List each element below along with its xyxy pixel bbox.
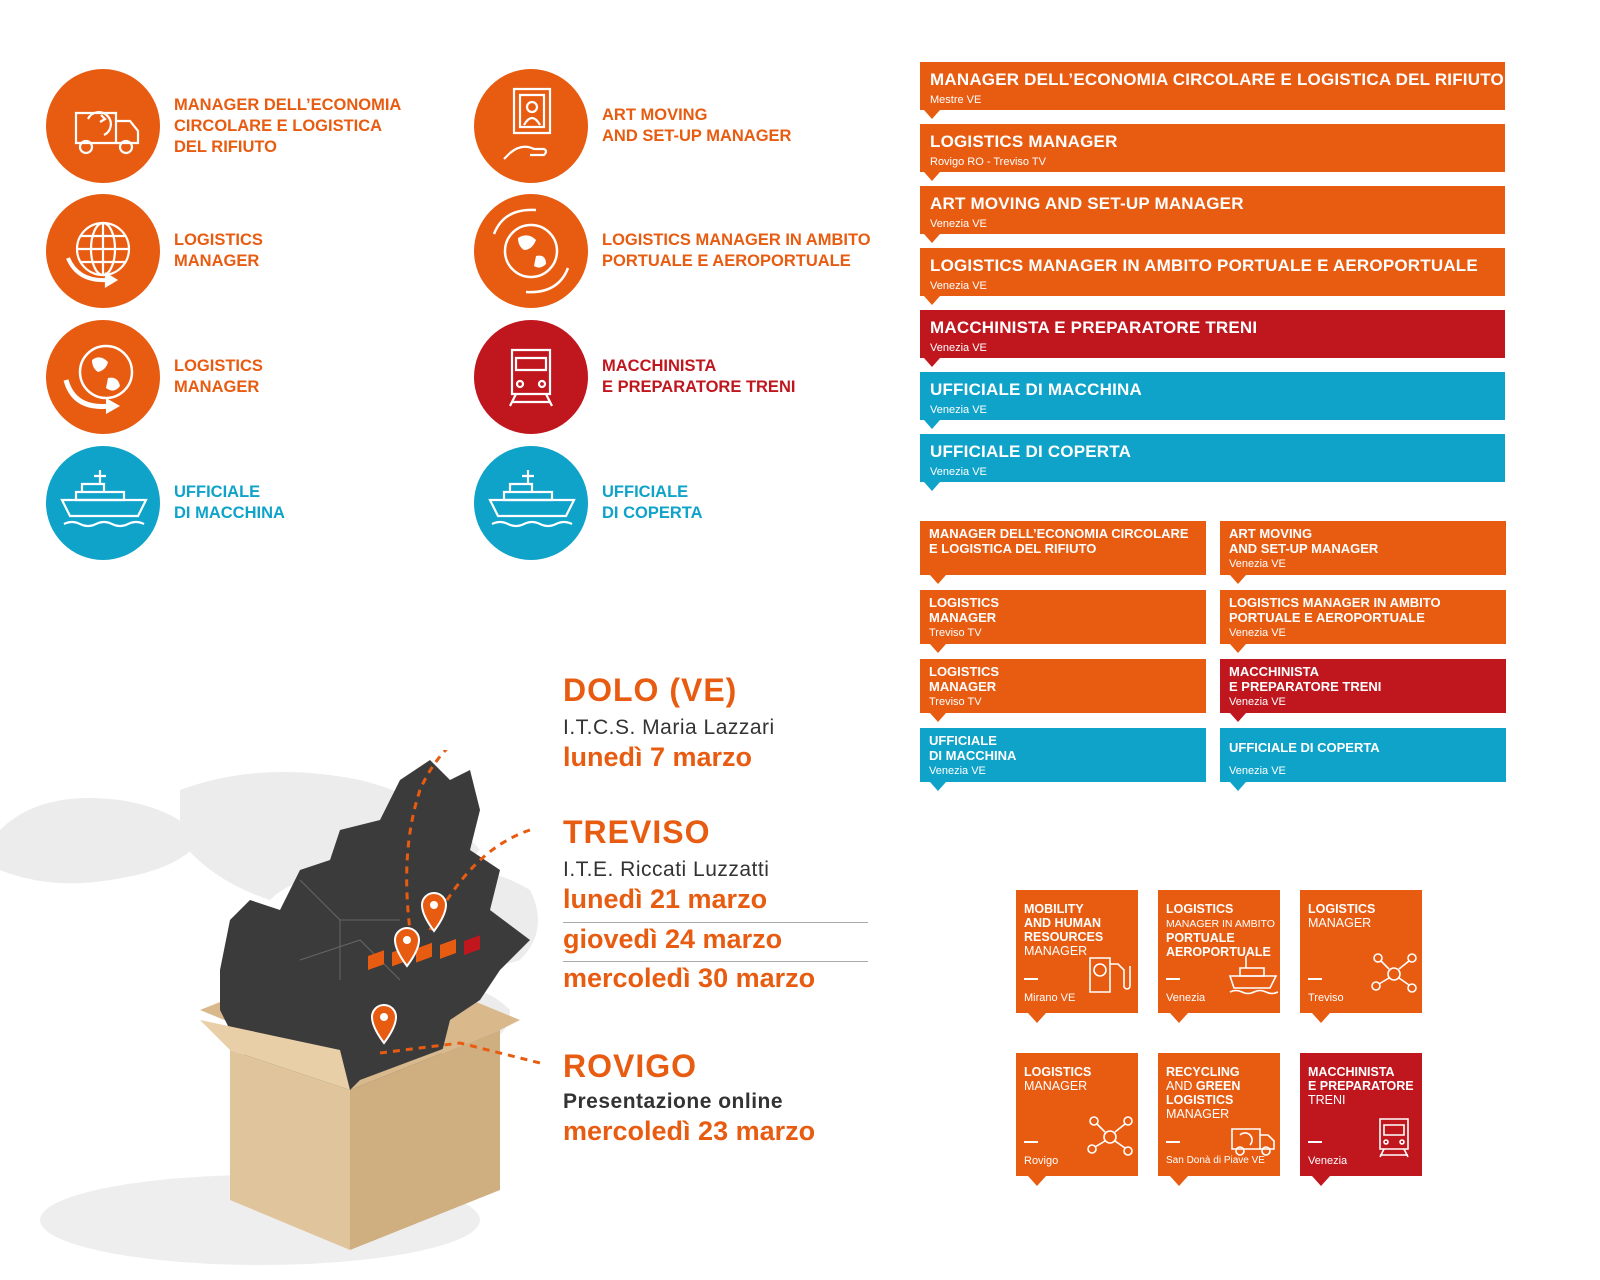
card-portuale: [1158, 890, 1280, 1013]
banner-title: MACCHINISTA E PREPARATORE TRENI: [930, 318, 1258, 337]
date-treviso-3: mercoledì 30 marzo: [563, 963, 816, 993]
card-tail: [1028, 1176, 1046, 1186]
train-icon: [474, 320, 588, 434]
banner-place: Venezia VE: [930, 404, 987, 416]
card-tail: [1312, 1176, 1330, 1186]
box-place: Venezia VE: [929, 765, 986, 777]
box-place: Treviso TV: [929, 696, 982, 708]
box-tail: [1230, 782, 1246, 791]
banner-tail: [924, 420, 940, 429]
card-title: LOGISTICS MANAGER: [1024, 1065, 1092, 1093]
card-tail: [1028, 1013, 1046, 1023]
card-tail: [1170, 1176, 1188, 1186]
box-title: LOGISTICS MANAGER IN AMBITO PORTUALE E AEROPORTUALE: [1229, 595, 1441, 625]
circle-label: LOGISTICS MANAGER IN AMBITO PORTUALE E AEROPORTUALE: [602, 231, 871, 270]
box-art-moving: [1220, 521, 1506, 575]
banner-tail: [924, 482, 940, 491]
card-logistics-rovigo: [1016, 1053, 1138, 1176]
circle-label: LOGISTICS MANAGER: [174, 357, 263, 396]
city-rovigo: ROVIGO: [563, 1048, 698, 1084]
banner-logistics-manager: [920, 124, 1505, 172]
box-title: MACCHINISTA E PREPARATORE TRENI: [1229, 664, 1382, 694]
circle-item-logistics-manager-1: [46, 194, 446, 314]
card-dash: [1024, 1141, 1038, 1143]
card-title: RECYCLING AND GREEN LOGISTICS MANAGER: [1166, 1065, 1241, 1121]
divider: [563, 961, 868, 962]
banner-title: UFFICIALE DI COPERTA: [930, 442, 1132, 461]
box-title: UFFICIALE DI MACCHINA: [929, 733, 1017, 763]
box-title: MANAGER DELL’ECONOMIA CIRCOLARE E LOGISTICA DEL RIFIUTO: [929, 526, 1189, 556]
box-place: Treviso TV: [929, 627, 982, 639]
circle-label: LOGISTICS MANAGER: [174, 231, 263, 270]
box-place: Venezia VE: [1229, 696, 1286, 708]
circle-item-logistics-manager-2: [46, 320, 446, 440]
banner-ufficiale-macchina: [920, 372, 1505, 420]
circle-item-ufficiale-coperta: [474, 446, 874, 566]
banner-ufficiale-coperta: [920, 434, 1505, 482]
cargo-ship-icon: [1226, 948, 1278, 996]
box-place: Venezia VE: [1229, 765, 1286, 777]
banner-title: ART MOVING AND SET-UP MANAGER: [930, 194, 1244, 213]
box-circular-economy: [920, 521, 1206, 575]
card-dash: [1166, 1141, 1180, 1143]
card-title: MOBILITY AND HUMAN RESOURCES MANAGER: [1024, 902, 1104, 958]
globe-arrow-icon: [46, 320, 160, 434]
banner-title: LOGISTICS MANAGER: [930, 132, 1118, 151]
circle-item-circular-economy: [46, 69, 446, 189]
card-dash: [1308, 1141, 1322, 1143]
box-title: LOGISTICS MANAGER: [929, 664, 1000, 694]
box-title: ART MOVING AND SET-UP MANAGER: [1229, 526, 1379, 556]
box-tail: [1230, 575, 1246, 584]
banner-tail: [924, 110, 940, 119]
circle-item-art-moving: [474, 69, 874, 189]
banner-place: Venezia VE: [930, 466, 987, 478]
card-recycling: [1158, 1053, 1280, 1176]
box-place: Venezia VE: [1229, 627, 1286, 639]
venue-dolo: I.T.C.S. Maria Lazzari: [563, 716, 775, 739]
divider: [563, 922, 868, 923]
city-dolo: DOLO (VE): [563, 672, 738, 708]
card-dash: [1166, 978, 1180, 980]
date-rovigo: mercoledì 23 marzo: [563, 1116, 816, 1146]
card-place: Treviso: [1308, 992, 1344, 1004]
circle-label: UFFICIALE DI MACCHINA: [174, 483, 285, 522]
circle-item-portuale: [474, 194, 874, 314]
date-treviso-1: lunedì 21 marzo: [563, 884, 768, 914]
truck-recycle-icon: [1226, 1111, 1278, 1159]
globe-grid-icon: [46, 194, 160, 308]
circle-label: MACCHINISTA E PREPARATORE TRENI: [602, 357, 796, 396]
circle-item-ufficiale-macchina: [46, 446, 446, 566]
banner-portuale: [920, 248, 1505, 296]
circle-item-treni: [474, 320, 874, 440]
card-title: MACCHINISTA E PREPARATORE TRENI: [1308, 1065, 1414, 1107]
box-ufficiale-coperta: [1220, 728, 1506, 782]
box-tail: [930, 713, 946, 722]
card-place: Mirano VE: [1024, 992, 1076, 1004]
box-treni: [1220, 659, 1506, 713]
earth-arrows-icon: [474, 194, 588, 308]
card-dash: [1024, 978, 1038, 980]
banner-place: Rovigo RO - Treviso TV: [930, 156, 1046, 168]
card-place: San Donà di Piave VE: [1166, 1155, 1265, 1166]
circle-label: ART MOVING AND SET-UP MANAGER: [602, 106, 792, 145]
venue-treviso: I.T.E. Riccati Luzzatti: [563, 858, 770, 881]
card-tail: [1170, 1013, 1188, 1023]
banner-art-moving: [920, 186, 1505, 234]
box-portuale: [1220, 590, 1506, 644]
box-ufficiale-macchina: [920, 728, 1206, 782]
ship-icon: [474, 446, 588, 560]
card-treni: [1300, 1053, 1422, 1176]
map-illustration: [0, 750, 560, 1270]
banner-place: Mestre VE: [930, 94, 982, 106]
card-title: LOGISTICS MANAGER: [1308, 902, 1376, 930]
network-icon: [1084, 1111, 1136, 1159]
card-dash: [1308, 978, 1322, 980]
city-treviso: TREVISO: [563, 814, 711, 850]
circle-label: UFFICIALE DI COPERTA: [602, 483, 703, 522]
card-place: Rovigo: [1024, 1155, 1059, 1167]
box-title: UFFICIALE DI COPERTA: [1229, 740, 1380, 755]
fuel-station-icon: [1084, 948, 1136, 996]
banner-circular-economy: [920, 62, 1505, 110]
box-tail: [930, 644, 946, 653]
box-logistics-manager-2: [920, 659, 1206, 713]
venue-rovigo: Presentazione online: [563, 1090, 784, 1113]
banner-treni: [920, 310, 1505, 358]
box-tail: [930, 782, 946, 791]
card-tail: [1312, 1013, 1330, 1023]
banner-tail: [924, 234, 940, 243]
card-place: Venezia: [1308, 1155, 1348, 1167]
date-treviso-2: giovedì 24 marzo: [563, 924, 783, 954]
box-tail: [1230, 644, 1246, 653]
truck-recycle-icon: [46, 69, 160, 183]
banner-place: Venezia VE: [930, 342, 987, 354]
ship-icon: [46, 446, 160, 560]
card-place: Venezia: [1166, 992, 1206, 1004]
box-place: Venezia VE: [1229, 558, 1286, 570]
banner-tail: [924, 296, 940, 305]
box-tail: [1230, 713, 1246, 722]
box-logistics-manager-1: [920, 590, 1206, 644]
banner-tail: [924, 358, 940, 367]
card-mobility: [1016, 890, 1138, 1013]
banner-title: UFFICIALE DI MACCHINA: [930, 380, 1142, 399]
card-logistics-treviso: [1300, 890, 1422, 1013]
banner-title: LOGISTICS MANAGER IN AMBITO PORTUALE E AEROPORTUALE: [930, 256, 1478, 275]
banner-place: Venezia VE: [930, 280, 987, 292]
box-title: LOGISTICS MANAGER: [929, 595, 1000, 625]
banner-place: Venezia VE: [930, 218, 987, 230]
box-tail: [930, 575, 946, 584]
circle-label: MANAGER DELL’ECONOMIA CIRCOLARE E LOGISTICA DEL RIFIUTO: [174, 95, 402, 156]
painting-hand-icon: [474, 69, 588, 183]
card-title: LOGISTICS MANAGER IN AMBITO PORTUALE AEROPORTUALE: [1166, 902, 1275, 959]
network-icon: [1368, 948, 1420, 996]
date-dolo: lunedì 7 marzo: [563, 742, 753, 772]
train-icon: [1368, 1111, 1420, 1159]
banner-title: MANAGER DELL’ECONOMIA CIRCOLARE E LOGISTICA DEL RIFIUTO: [930, 70, 1504, 89]
banner-tail: [924, 172, 940, 181]
